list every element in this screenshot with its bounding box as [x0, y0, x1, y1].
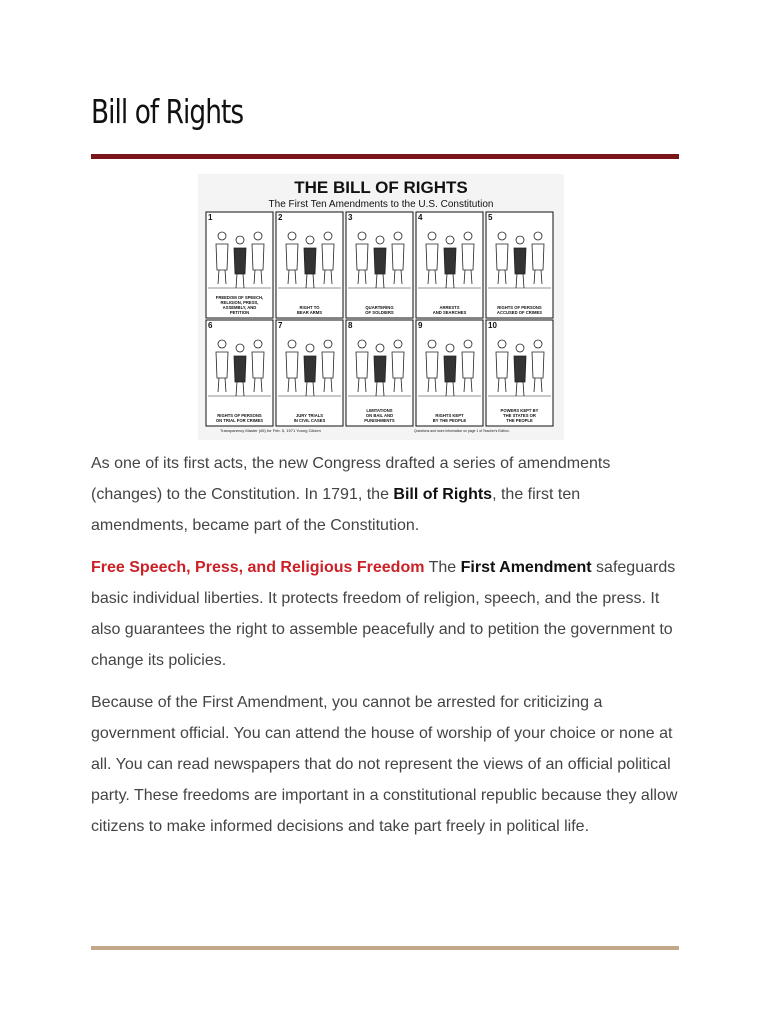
- panel-caption: LIMITATIONS: [366, 408, 393, 413]
- panel-caption: JURY TRIALS: [295, 413, 324, 418]
- panel-caption: ARRESTS: [439, 305, 460, 310]
- panel-number: 5: [488, 213, 493, 222]
- panel-number: 3: [348, 213, 353, 222]
- freedoms-paragraph: Because of the First Amendment, you cannot be arrested for criticizing a government official. You can attend the house of worship of your choice or none at all. You can read newspapers that do not represent the views of an official political party. These freedoms are important in a constitutional republic because they allow citizens to make informed decisions and take part freely in political life.: [91, 694, 678, 835]
- bill-of-rights-poster: [198, 174, 564, 440]
- panel-caption: BY THE PEOPLE: [432, 418, 467, 423]
- panel-caption: ON BAIL AND: [365, 413, 394, 418]
- panel-caption: QUARTERING: [365, 305, 394, 310]
- poster-panel: [416, 320, 483, 426]
- poster-panel: [486, 320, 553, 426]
- poster-panel: [206, 212, 273, 318]
- panel-caption: ASSEMBLY, AND: [222, 305, 257, 310]
- poster-panel: [416, 212, 483, 318]
- poster-panel: [276, 212, 343, 318]
- panel-caption: RIGHTS OF PERSONS: [497, 305, 542, 310]
- poster-title: THE BILL OF RIGHTS: [294, 178, 468, 197]
- first-amendment-text: safeguards basic individual liberties. It protects freedom of religion, speech, and the press. It also guarantees the right to assemble peacefully and to petition the government to change its policies.: [91, 559, 676, 669]
- footer-divider: [91, 946, 679, 950]
- panel-number: 2: [278, 213, 283, 222]
- panel-caption: RIGHTS KEPT: [435, 413, 464, 418]
- first-amendment-paragraph: [91, 552, 681, 676]
- panel-caption: RELIGION, PRESS,: [220, 300, 259, 305]
- panel-caption: POWERS KEPT BY: [500, 408, 539, 413]
- panel-caption: THE STATES OR: [503, 413, 536, 418]
- panel-caption: ACCUSED OF CRIMES: [496, 310, 543, 315]
- panel-caption: RIGHT TO: [299, 305, 320, 310]
- first-amendment-term: First Amendment: [460, 559, 592, 576]
- panel-caption: ON TRIAL FOR CRIMES: [215, 418, 264, 423]
- panel-number: 10: [488, 321, 497, 330]
- panel-caption: AND SEARCHES: [432, 310, 467, 315]
- intro-text-end: , the first ten amendments, became part of the Constitution.: [91, 486, 581, 534]
- panel-caption: PETITION: [229, 310, 250, 315]
- title-divider: [91, 154, 679, 159]
- poster-panel: [486, 212, 553, 318]
- panel-number: 6: [208, 321, 213, 330]
- section-heading: Free Speech, Press, and Religious Freedom: [91, 559, 425, 576]
- poster-subtitle: The First Ten Amendments to the U.S. Constitution: [268, 199, 494, 210]
- panel-caption: RIGHTS OF PERSONS: [217, 413, 262, 418]
- first-amendment-the: The: [424, 559, 461, 576]
- poster-panel: [346, 320, 413, 426]
- page-title: Bill of Rights: [91, 92, 244, 131]
- panel-number: 9: [418, 321, 423, 330]
- intro-paragraph: [91, 448, 681, 541]
- panel-number: 8: [348, 321, 353, 330]
- panel-caption: FREEDOM OF SPEECH,: [215, 295, 264, 300]
- poster-footer-right: Questions and more information on page 1 of Teacher's Edition.: [414, 429, 510, 433]
- poster-panel: [276, 320, 343, 426]
- panel-caption: THE PEOPLE: [506, 418, 533, 423]
- panel-number: 7: [278, 321, 283, 330]
- poster-panel: [346, 212, 413, 318]
- poster-footer-left: Transparency Master (#5) for Feb. 5, 1971 Young Citizen: [220, 428, 321, 433]
- poster-panel: [206, 320, 273, 426]
- panel-caption: OF SOLDIERS: [365, 310, 394, 315]
- bill-of-rights-term: Bill of Rights: [393, 486, 493, 503]
- panel-number: 4: [418, 213, 423, 222]
- panel-caption: BEAR ARMS: [296, 310, 323, 315]
- panel-caption: IN CIVIL CASES: [293, 418, 326, 423]
- intro-text-start: As one of its first acts, the new Congress drafted a series of amendments (changes) to the Constitution. In 1791, the: [91, 455, 611, 503]
- panel-number: 1: [208, 213, 213, 222]
- panel-caption: PUNISHMENTS: [364, 418, 395, 423]
